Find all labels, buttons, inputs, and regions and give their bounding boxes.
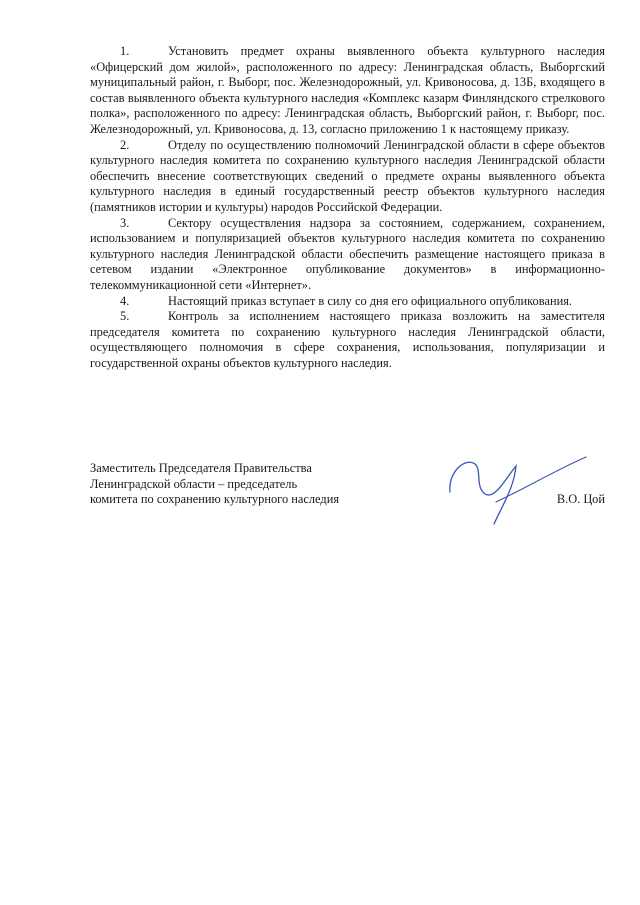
signatory-title-line-2: Ленинградской области – председатель [90,476,298,491]
paragraph-text: Контроль за исполнением настоящего приказа возложить на заместителя председателя комитета по сохранению культурного наследия Ленинградской области, осуществляющего полномочия в сфере сохранения, использования, популяризации и государственной охраны объектов культурного наследия. [90,309,605,370]
paragraph-text: Настоящий приказ вступает в силу со дня его официального опубликования. [168,293,573,308]
paragraph-1 [90,44,605,138]
paragraph-text: Установить предмет охраны выявленного объекта культурного наследия «Офицерский дом жилой», расположенного по адресу: Ленинградская область, Выборгский муниципальный район, г. Выборг, пос. Железнодорожный, ул. Кривоносова, д. 13Б, входящего в состав выявленного объекта культурного наследия «Комплекс казарм Финляндского стрелкового полка», расположенного по адресу: Ленинградская область, Выборгский район, г. Выборг, пос. Железнодорожный, ул. Кривоносова, д. 13, согласно приложению 1 к настоящему приказу. [90,44,605,136]
paragraph-4 [90,294,605,310]
paragraph-number: 5. [120,309,130,324]
paragraph-5 [90,309,605,371]
paragraph-3 [90,216,605,294]
paragraph-number: 3. [120,215,130,230]
signatory-name: В.О. Цой [556,492,605,506]
paragraph-2 [90,138,605,216]
paragraph-text: Сектору осуществления надзора за состоянием, содержанием, сохранением, использованием и популяризацией объектов культурного наследия комитета по сохранению культурного наследия Ленинградской области обеспечить размещение настоящего приказа в сетевом издании «Электронное опубликование документов» в информационно-телекоммуникационной сети «Интернет». [90,215,605,292]
paragraph-text: Отделу по осуществлению полномочий Ленинградской области в сфере объектов культурного наследия комитета по сохранению культурного наследия Ленинградской области обеспечить внесение соответствующих сведений о предмете охраны выявленного объекта культурного наследия в единый государственный реестр объектов культурного наследия (памятников истории и культуры) народов Российской Федерации. [90,137,605,214]
paragraph-number: 2. [120,137,130,152]
paragraph-number: 1. [120,44,130,58]
paragraph-number: 4. [120,293,130,308]
handwritten-signature [440,452,590,527]
signatory-title-line-1: Заместитель Председателя Правительства [90,461,312,475]
signatory-title-line-3: комитета по сохранению культурного наследия [90,492,340,507]
order-body [90,44,605,371]
